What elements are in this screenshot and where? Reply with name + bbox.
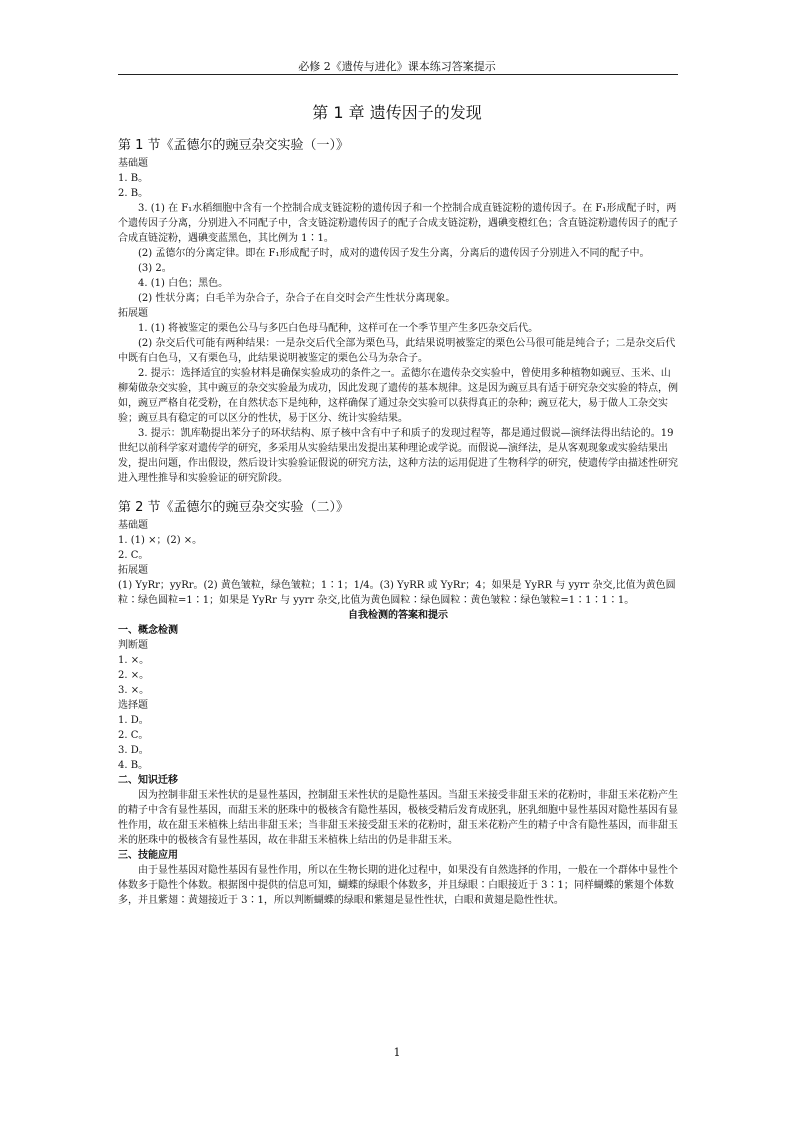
basic-label: 基础题 [118,520,148,531]
extension-line: (2) 杂交后代可能有两种结果：一是杂交后代全部为栗色马，此结果说明被鉴定的栗色公马很可能是纯合子；二是杂交后代中既有白色马，又有栗色马，此结果说明被鉴定的栗色公马为杂合子。 [118,338,676,364]
part-1-title: 一、概念检测 [118,625,178,636]
choice-item: 3. D。 [118,745,149,756]
answer-line: 1. B。 [118,173,149,184]
chapter-title: 第 1 章 遗传因子的发现 [312,103,482,122]
part-2-title: 二、知识迁移 [118,775,178,786]
header-rule [118,74,678,75]
extension-line: 1. (1) 将被鉴定的栗色公马与多匹白色母马配种，这样可在一个季节里产生多匹杂交后代。 [138,323,539,334]
answer-line: 2. C。 [118,550,149,561]
judge-item: 3. ×。 [118,685,150,696]
part-3-title: 三、技能应用 [118,850,178,861]
basic-label: 基础题 [118,158,148,169]
answer-line: 1. (1) ×；(2) ×。 [118,535,203,546]
page-header: 必修 2《遗传与进化》课本练习答案提示 [298,60,496,73]
extension-line: (1) YyRr；yyRr。(2) 黄色皱粒，绿色皱粒；1∶1；1/4。(3) YyRR 或 YyRr；4；如果是 YyRR 与 yyrr 杂交,比值为黄色圆粒∶绿色圆粒=1∶1；如果是 YyRr 与 yyrr 杂交,比值为黄色圆粒∶绿色圆粒∶黄色皱粒∶绿色皱粒=1∶1∶1∶1。 [118,580,676,606]
self-test-title: 自我检测的答案和提示 [348,610,448,621]
choice-label: 选择题 [118,700,148,711]
choice-item: 2. C。 [118,730,149,741]
choice-item: 1. D。 [118,715,149,726]
section-2-title: 第 2 节《孟德尔的豌豆杂交实验（二）》 [118,500,350,515]
answer-line: (3) 2。 [138,263,172,274]
extension-label: 拓展题 [118,565,148,576]
answer-line: 2. B。 [118,188,149,199]
extension-label: 拓展题 [118,308,148,319]
part-2-text: 因为控制非甜玉米性状的是显性基因，控制甜玉米性状的是隐性基因。当甜玉米接受非甜玉米的花粉时，非甜玉米花粉产生的精子中含有显性基因，而甜玉米的胚珠中的极核含有隐性基因，极核受精后发育成胚乳，胚乳细胞中显性基因对隐性基因有显性作用，故在甜玉米植株上结出非甜玉米；当非甜玉米接受甜玉米的花粉时，甜玉米花粉产生的精子中含有隐性基因，而非甜玉米的胚珠中的极核含有显性基因，故在非甜玉米植株上结出的仍是非甜玉米。 [118,790,678,846]
page-number: 1 [393,1046,401,1059]
answer-line: 3. (1) 在 F₁水稻细胞中含有一个控制合成支链淀粉的遗传因子和一个控制合成直链淀粉的遗传因子。在 F₁形成配子时，两个遗传因子分离，分别进入不同配子中，含支链淀粉遗传因子的配子合成支链淀粉，遇碘变橙红色；含直链淀粉遗传因子的配子合成直链淀粉，遇碘变蓝黑色，其比例为 1∶1。 [118,203,678,244]
judge-item: 2. ×。 [118,670,150,681]
extension-line: 2. 提示：选择适宜的实验材料是确保实验成功的条件之一。孟德尔在遗传杂交实验中，曾使用多种植物如豌豆、玉米、山柳菊做杂交实验，其中豌豆的杂交实验最为成功，因此发现了遗传的基本规律。这是因为豌豆具有适于研究杂交实验的特点，例如，豌豆严格自花受粉，在自然状态下是纯种，这样确保了通过杂交实验可以获得真正的杂种；豌豆花大，易于做人工杂交实验；豌豆具有稳定的可以区分的性状，易于区分、统计实验结果。 [118,368,678,424]
answer-line: (2) 性状分离；白毛羊为杂合子，杂合子在自交时会产生性状分离现象。 [138,293,456,304]
answer-line: 4. (1) 白色；黑色。 [138,278,229,289]
extension-line: 3. 提示：凯库勒提出苯分子的环状结构、原子核中含有中子和质子的发现过程等，都是通过假说—演绎法得出结论的。19 世纪以前科学家对遗传学的研究，多采用从实验结果出发提出某种理论或学说。而假说—演绎法，是从客观现象或实验结果出发，提出问题，作出假设，然后设计实验验证假说的研究方法，这种方法的运用促进了生物科学的研究，使遗传学由描述性研究进入理性推导和实验验证的研究阶段。 [118,428,678,484]
answer-line: (2) 孟德尔的分离定律。即在 F₁形成配子时，成对的遗传因子发生分离，分离后的遗传因子分别进入不同的配子中。 [138,248,650,259]
choice-item: 4. B。 [118,760,149,771]
page-content [118,136,678,908]
section-1-title: 第 1 节《孟德尔的豌豆杂交实验（一）》 [118,138,350,153]
judge-label: 判断题 [118,640,148,651]
judge-item: 1. ×。 [118,655,150,666]
part-3-text: 由于显性基因对隐性基因有显性作用，所以在生物长期的进化过程中，如果没有自然选择的作用，一般在一个群体中显性个体数多于隐性个体数。根据图中提供的信息可知，蝴蝶的绿眼个体数多，并且绿眼∶白眼接近于 3∶1；同样蝴蝶的紫翅个体数多，并且紫翅∶黄翅接近于 3∶1，所以判断蝴蝶的绿眼和紫翅是显性性状，白眼和黄翅是隐性性状。 [118,865,678,906]
